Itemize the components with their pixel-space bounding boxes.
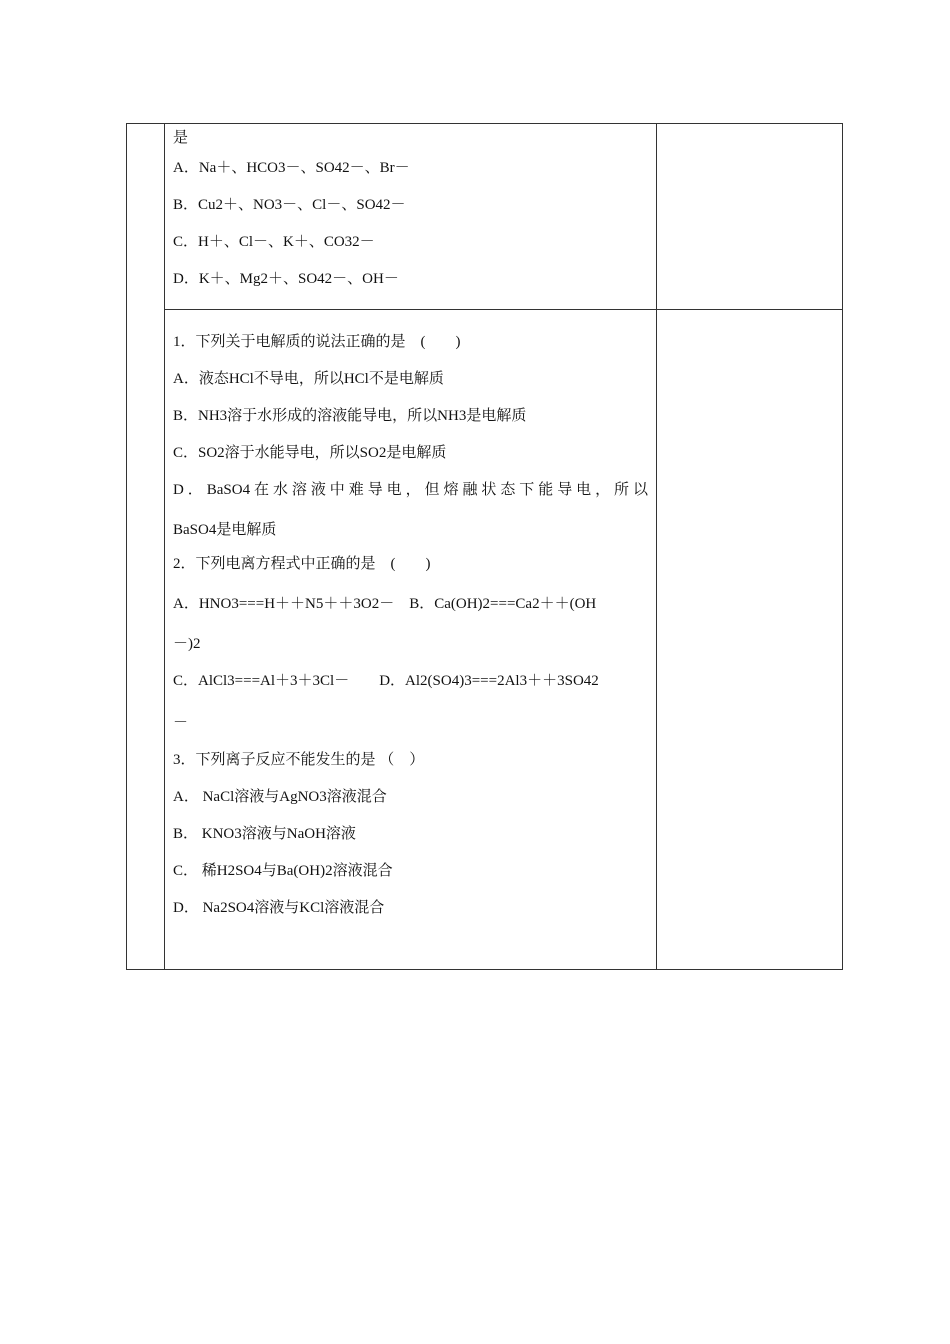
option-d: D．K＋、Mg2＋、SO42－、OH－ bbox=[173, 271, 399, 287]
q1-stem: 1．下列关于电解质的说法正确的是 ( ) bbox=[173, 334, 461, 350]
q1-option-c: C．SO2溶于水能导电，所以SO2是电解质 bbox=[173, 445, 447, 461]
worksheet-table bbox=[126, 123, 843, 970]
q3-option-c: C． 稀H2SO4与Ba(OH)2溶液混合 bbox=[173, 863, 393, 879]
margin-cell bbox=[127, 124, 165, 970]
q2-options-cd-line2: － bbox=[173, 715, 189, 731]
q1-option-b: B．NH3溶于水形成的溶液能导电，所以NH3是电解质 bbox=[173, 408, 527, 424]
q2-stem: 2．下列电离方程式中正确的是 ( ) bbox=[173, 556, 431, 572]
option-a: A．Na＋、HCO3－、SO42－、Br－ bbox=[173, 160, 410, 176]
option-b: B．Cu2＋、NO3－、Cl－、SO42－ bbox=[173, 197, 406, 213]
q2-options-ab-line1: A．HNO3===H＋＋N5＋＋3O2－ B．Ca(OH)2===Ca2＋＋(OH bbox=[173, 596, 597, 612]
notes-cell bbox=[657, 310, 843, 970]
q3-option-b: B． KNO3溶液与NaOH溶液 bbox=[173, 826, 356, 842]
q3-stem: 3．下列离子反应不能发生的是 （ ） bbox=[173, 752, 425, 768]
content-cell bbox=[165, 124, 657, 310]
q1-option-d-line2: BaSO4是电解质 bbox=[173, 522, 277, 538]
q3-option-a: A． NaCl溶液与AgNO3溶液混合 bbox=[173, 789, 387, 805]
q2-options-ab-line2: －)2 bbox=[173, 636, 201, 652]
notes-cell bbox=[657, 124, 843, 310]
question-continuation: 是 bbox=[173, 130, 189, 146]
table-row bbox=[127, 310, 843, 970]
q1-option-a: A．液态HCl不导电，所以HCl不是电解质 bbox=[173, 371, 444, 387]
q1-option-d-line1: D．BaSO4在水溶液中难导电，但熔融状态下能导电，所以 bbox=[173, 482, 648, 498]
table-row bbox=[127, 124, 843, 310]
content-cell bbox=[165, 310, 657, 970]
q2-options-cd-line1: C．AlCl3===Al＋3＋3Cl－ D．Al2(SO4)3===2Al3＋＋3SO42 bbox=[173, 673, 599, 689]
option-c: C．H＋、Cl－、K＋、CO32－ bbox=[173, 234, 375, 250]
q3-option-d: D． Na2SO4溶液与KCl溶液混合 bbox=[173, 900, 385, 916]
